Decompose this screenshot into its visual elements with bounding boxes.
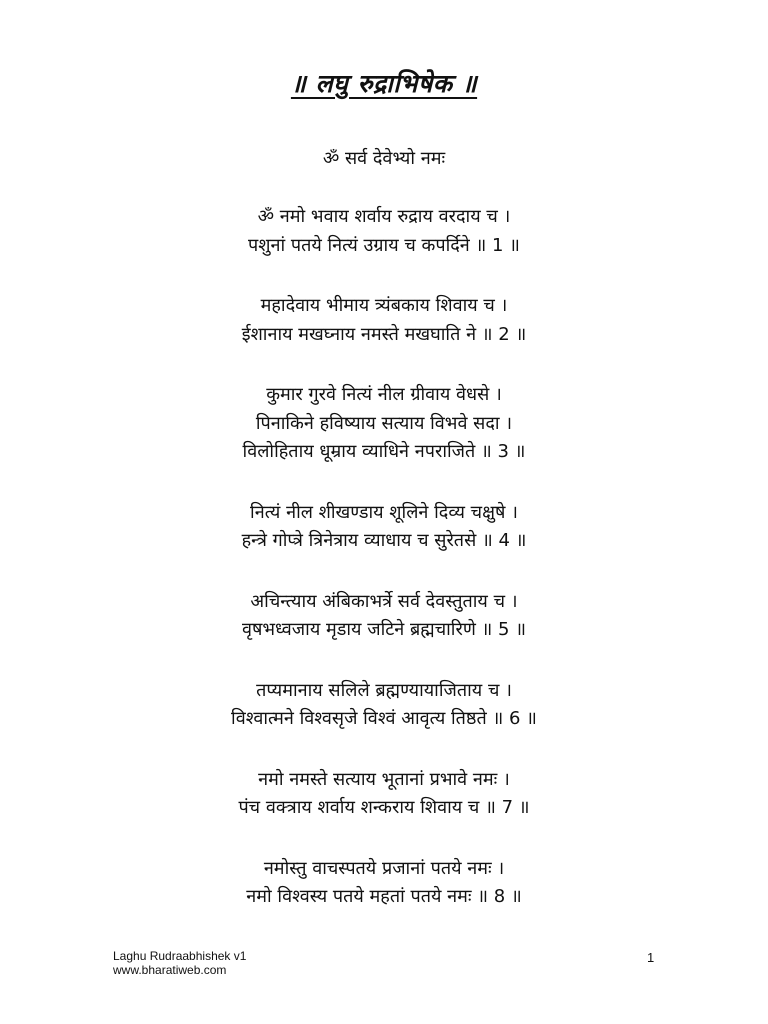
verse-line: ॐ नमो भवाय शर्वाय रुद्राय वरदाय च । [257,206,511,227]
verse-line: वृषभध्वजाय मृडाय जटिने ब्रह्मचारिणे ॥ 5 ॥ [241,619,527,640]
verse-8 [0,855,768,912]
verse-line: विश्वात्मने विश्वसृजे विश्वं आवृत्य तिष्ठते ॥ 6 ॥ [231,708,537,729]
page-footer [113,949,246,977]
verse-5 [0,588,768,645]
verse-line: नित्यं नील शीखण्डाय शूलिने दिव्य चक्षुषे । [250,501,518,523]
verse-6 [0,677,768,734]
verse-line: पंच वक्त्राय शर्वाय शन्कराय शिवाय च ॥ 7 ॥ [238,797,530,818]
verse-4 [0,499,768,556]
verse-line: हन्त्रे गोप्त्रे त्रिनेत्राय व्याधाय च सुरेतसे ॥ 4 ॥ [241,530,527,551]
verse-line: महादेवाय भीमाय त्र्यंबकाय शिवाय च । [260,295,508,316]
footer-document-name: Laghu Rudraabhishek v1 [113,949,247,963]
verse-line: पशुनां पतये नित्यं उग्राय च कपर्दिने ॥ 1 ॥ [248,234,520,256]
verse-7 [0,766,768,823]
verse-line: नमो नमस्ते सत्याय भूतानां प्रभावे नमः । [258,768,510,790]
verse-list [0,203,768,944]
verse-line: अचिन्त्याय अंबिकाभर्त्रे सर्व देवस्तुताय च । [250,590,518,612]
verse-line: कुमार गुरवे नित्यं नील ग्रीवाय वेधसे । [266,384,502,405]
verse-line: तप्यमानाय सलिले ब्रह्मण्यायाजिताय च । [256,679,512,701]
page-number: 1 [647,950,655,965]
verse-line: पिनाकिने हविष्याय सत्याय विभवे सदा । [255,412,513,434]
verse-1 [0,203,768,260]
invocation-line: ॐ सर्व देवेभ्यो नमः [322,148,446,169]
verse-line: ईशानाय मखघ्नाय नमस्ते मखघाति ने ॥ 2 ॥ [241,323,527,345]
footer-website: www.bharatiweb.com [113,963,227,977]
verse-line: नमोस्तु वाचस्पतये प्रजानां पतये नमः । [263,857,505,879]
page-title: ॥ लघु रुद्राभिषेक ॥ [290,69,478,98]
verse-3 [0,381,768,467]
verse-2 [0,292,768,349]
verse-line: विलोहिताय धूम्राय व्याधिने नपराजिते ॥ 3 ॥ [242,441,526,462]
verse-line: नमो विश्वस्य पतये महतां पतये नमः ॥ 8 ॥ [246,886,522,907]
